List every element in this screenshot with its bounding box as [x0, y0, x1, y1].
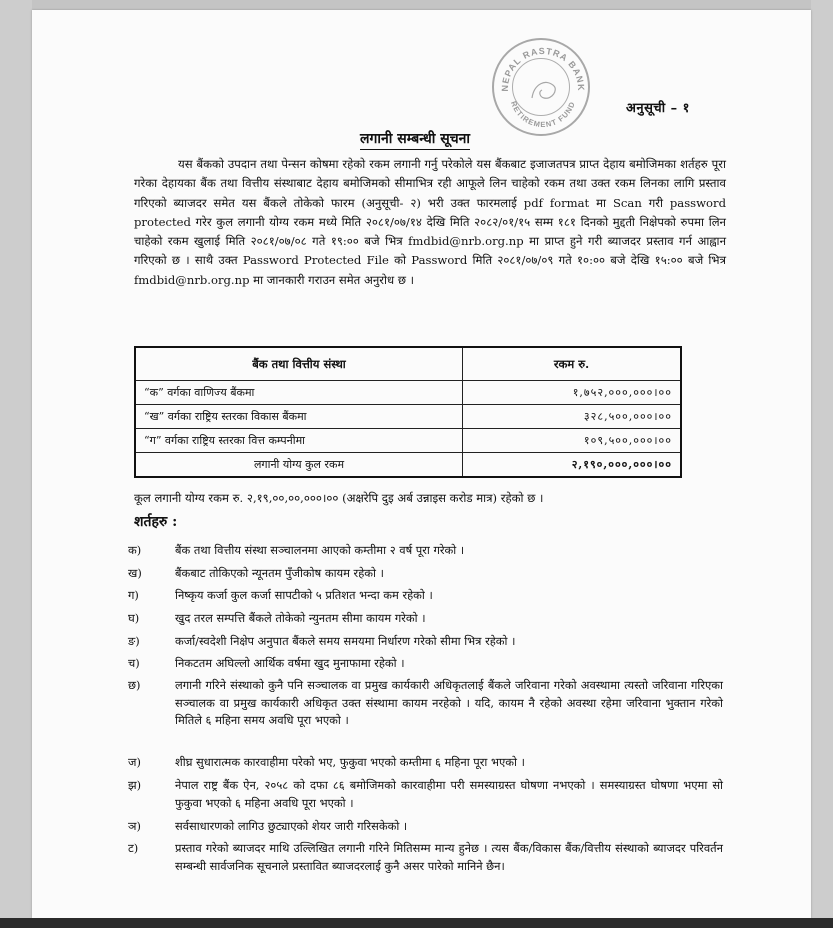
svg-text:RETIREMENT FUND	[509, 100, 577, 129]
window-top-border	[0, 0, 833, 10]
table-header-row	[135, 347, 681, 381]
total-amount: २,१९०,०००,०००।००	[463, 453, 682, 478]
item-marker: ग)	[128, 588, 139, 602]
row-label: “ख” वर्गका राष्ट्रिय स्तरका विकास बैंकमा	[135, 405, 463, 429]
row-amount: ३२८,५००,०००।००	[463, 405, 682, 429]
item-text: बैंकबाट तोकिएको न्यूनतम पुँजीकोष कायम रहेको ।	[175, 566, 384, 580]
item-text: निष्कृय कर्जा कुल कर्जा सापटीको ५ प्रतिशत भन्दा कम रहेको ।	[175, 588, 433, 602]
window-left-margin	[0, 0, 32, 928]
item-text: शीघ्र सुधारात्मक कारवाहीमा परेको भए, फुकुवा भएको कम्तीमा ६ महिना पूरा भएको ।	[175, 755, 525, 769]
conditions-heading: शर्तहरु :	[134, 514, 178, 530]
seal-bottom-text: RETIREMENT FUND	[509, 99, 577, 130]
seal-top-text: NEPAL RASTRA BANK	[499, 45, 587, 92]
window-right-margin	[811, 0, 833, 928]
annex-label: अनुसूची – १	[626, 101, 690, 116]
svg-text:NEPAL RASTRA BANK	[500, 46, 586, 92]
item-marker: च)	[128, 656, 140, 670]
table-row	[135, 405, 681, 429]
item-marker: ङ)	[128, 634, 140, 648]
retirement-fund-seal	[492, 38, 590, 136]
item-text: कर्जा/स्वदेशी निक्षेप अनुपात बैंकले समय समयमा निर्धारण गरेको सीमा भित्र रहेको ।	[175, 634, 516, 648]
row-label: “क” वर्गका वाणिज्य बैंकमा	[135, 381, 463, 405]
total-amount-note: कूल लगानी योग्य रकम रु. २,१९,००,००,०००।०० (अक्षरेपि दुइ अर्ब उन्नाइस करोड मात्र) रहेको छ ।	[134, 491, 544, 505]
notice-intro-paragraph: यस बैंकको उपदान तथा पेन्सन कोषमा रहेको रकम लगानी गर्नु परेकोले यस बैंकबाट इजाजतपत्र प्राप्त देहाय बमोजिमका शर्तहरु पूरा गरेका देहायका बैंक तथा वित्तीय संस्थाबाट देहाय बमोजिमको सीमाभित्र रही आफूले लिन चाहेको रकम तथा उक्त रकम लिनका लागि प्रस्ताव गरिएको ब्याजदर समेत यस बैंकले तोकेको फारम (अनुसूची- २) भरी उक्त फारमलाई pdf format मा Scan गरी password protected गरेर कुल लगानी योग्य रकम मध्ये मिति २०८१/०७/१४ देखि मिति २०८२/०१/१५ सम्म १८१ दिनको मुद्दती निक्षेपको रुपमा लिन चाहेको रकम खुलाई मिति २०८१/०७/०८ गते १९:०० बजे भित्र fmdbid@nrb.org.np मा प्राप्त हुने गरी ब्याजदर प्रस्ताव गर्न आह्वान गरिएको छ । साथै उक्त Password Protected File को Password मिति २०८१/०७/०९ गते १०:०० बजे देखि १५:०० बजे भित्र fmdbid@nrb.org.np मा जानकारी गराउन समेत अनुरोध छ ।	[134, 157, 726, 287]
item-text: नेपाल राष्ट्र बैंक ऐन, २०५८ को दफा ८६ बमोजिमको कारवाहीमा परी समस्याग्रस्त घोषणा नभएको । समस्याग्रस्त घोषणा भएमा सो फुकुवा भएको ६ महिना अवधि पूरा भएको ।	[175, 778, 723, 810]
item-text: लगानी गरिने संस्थाको कुनै पनि सञ्चालक वा प्रमुख कार्यकारी अधिकृतलाई बैंकले जरिवाना गरेको अवस्थामा त्यस्तो जरिवाना गरिएका सञ्चालक वा प्रमुख कार्यकारी अधिकृत उक्त संस्थामा कायम नरहेको । यदि, कायम नै रहेको अवस्था रहेमा जरिवाना भुक्तान गरेको मितिले ६ महिना समय अवधि पूरा भएको ।	[175, 678, 723, 727]
item-marker: ज)	[128, 755, 141, 769]
item-marker: ट)	[128, 841, 139, 855]
table-row	[135, 381, 681, 405]
row-amount: १०९,५००,०००।००	[463, 429, 682, 453]
item-text: प्रस्ताव गरेको ब्याजदर माथि उल्लिखित लगानी गरिने मितिसम्म मान्य हुनेछ । त्यस बैंक/विकास बैंक/वित्तीय संस्थाको ब्याजदर परिवर्तन सम्बन्धी सार्वजनिक सूचनाले प्रस्तावित ब्याजदरलाई कुनै असर पारेको मानिने छैन।	[175, 841, 723, 873]
item-marker: घ)	[128, 611, 140, 625]
total-label: लगानी योग्य कुल रकम	[135, 453, 463, 478]
notice-title: लगानी सम्बन्धी सूचना	[360, 129, 470, 150]
row-amount: १,७५२,०००,०००।००	[463, 381, 682, 405]
column-header-amount: रकम रु.	[463, 347, 682, 381]
row-label: “ग” वर्गका राष्ट्रिय स्तरका वित्त कम्पनीमा	[135, 429, 463, 453]
item-text: खुद तरल सम्पत्ति बैंकले तोकेको न्युनतम सीमा कायम गरेको ।	[175, 611, 426, 625]
table-row	[135, 429, 681, 453]
item-marker: ख)	[128, 566, 142, 580]
window-bottom-bar	[0, 918, 833, 928]
item-text: निकटतम अघिल्लो आर्थिक वर्षमा खुद मुनाफामा रहेको ।	[175, 656, 405, 670]
table-total-row	[135, 453, 681, 478]
seal-text-ring	[494, 40, 592, 138]
investment-table	[134, 346, 682, 478]
item-text: बैंक तथा वित्तीय संस्था सञ्चालनमा आएको कम्तीमा २ वर्ष पूरा गरेको ।	[175, 543, 465, 557]
item-marker: क)	[128, 543, 142, 557]
item-marker: ञ)	[128, 819, 141, 833]
item-marker: छ)	[128, 678, 141, 692]
item-text: सर्वसाधारणको लागिउ छुट्याएको शेयर जारी गरिसकेको ।	[175, 819, 408, 833]
column-header-institution: बैंक तथा वित्तीय संस्था	[135, 347, 463, 381]
item-marker: झ)	[128, 778, 142, 792]
